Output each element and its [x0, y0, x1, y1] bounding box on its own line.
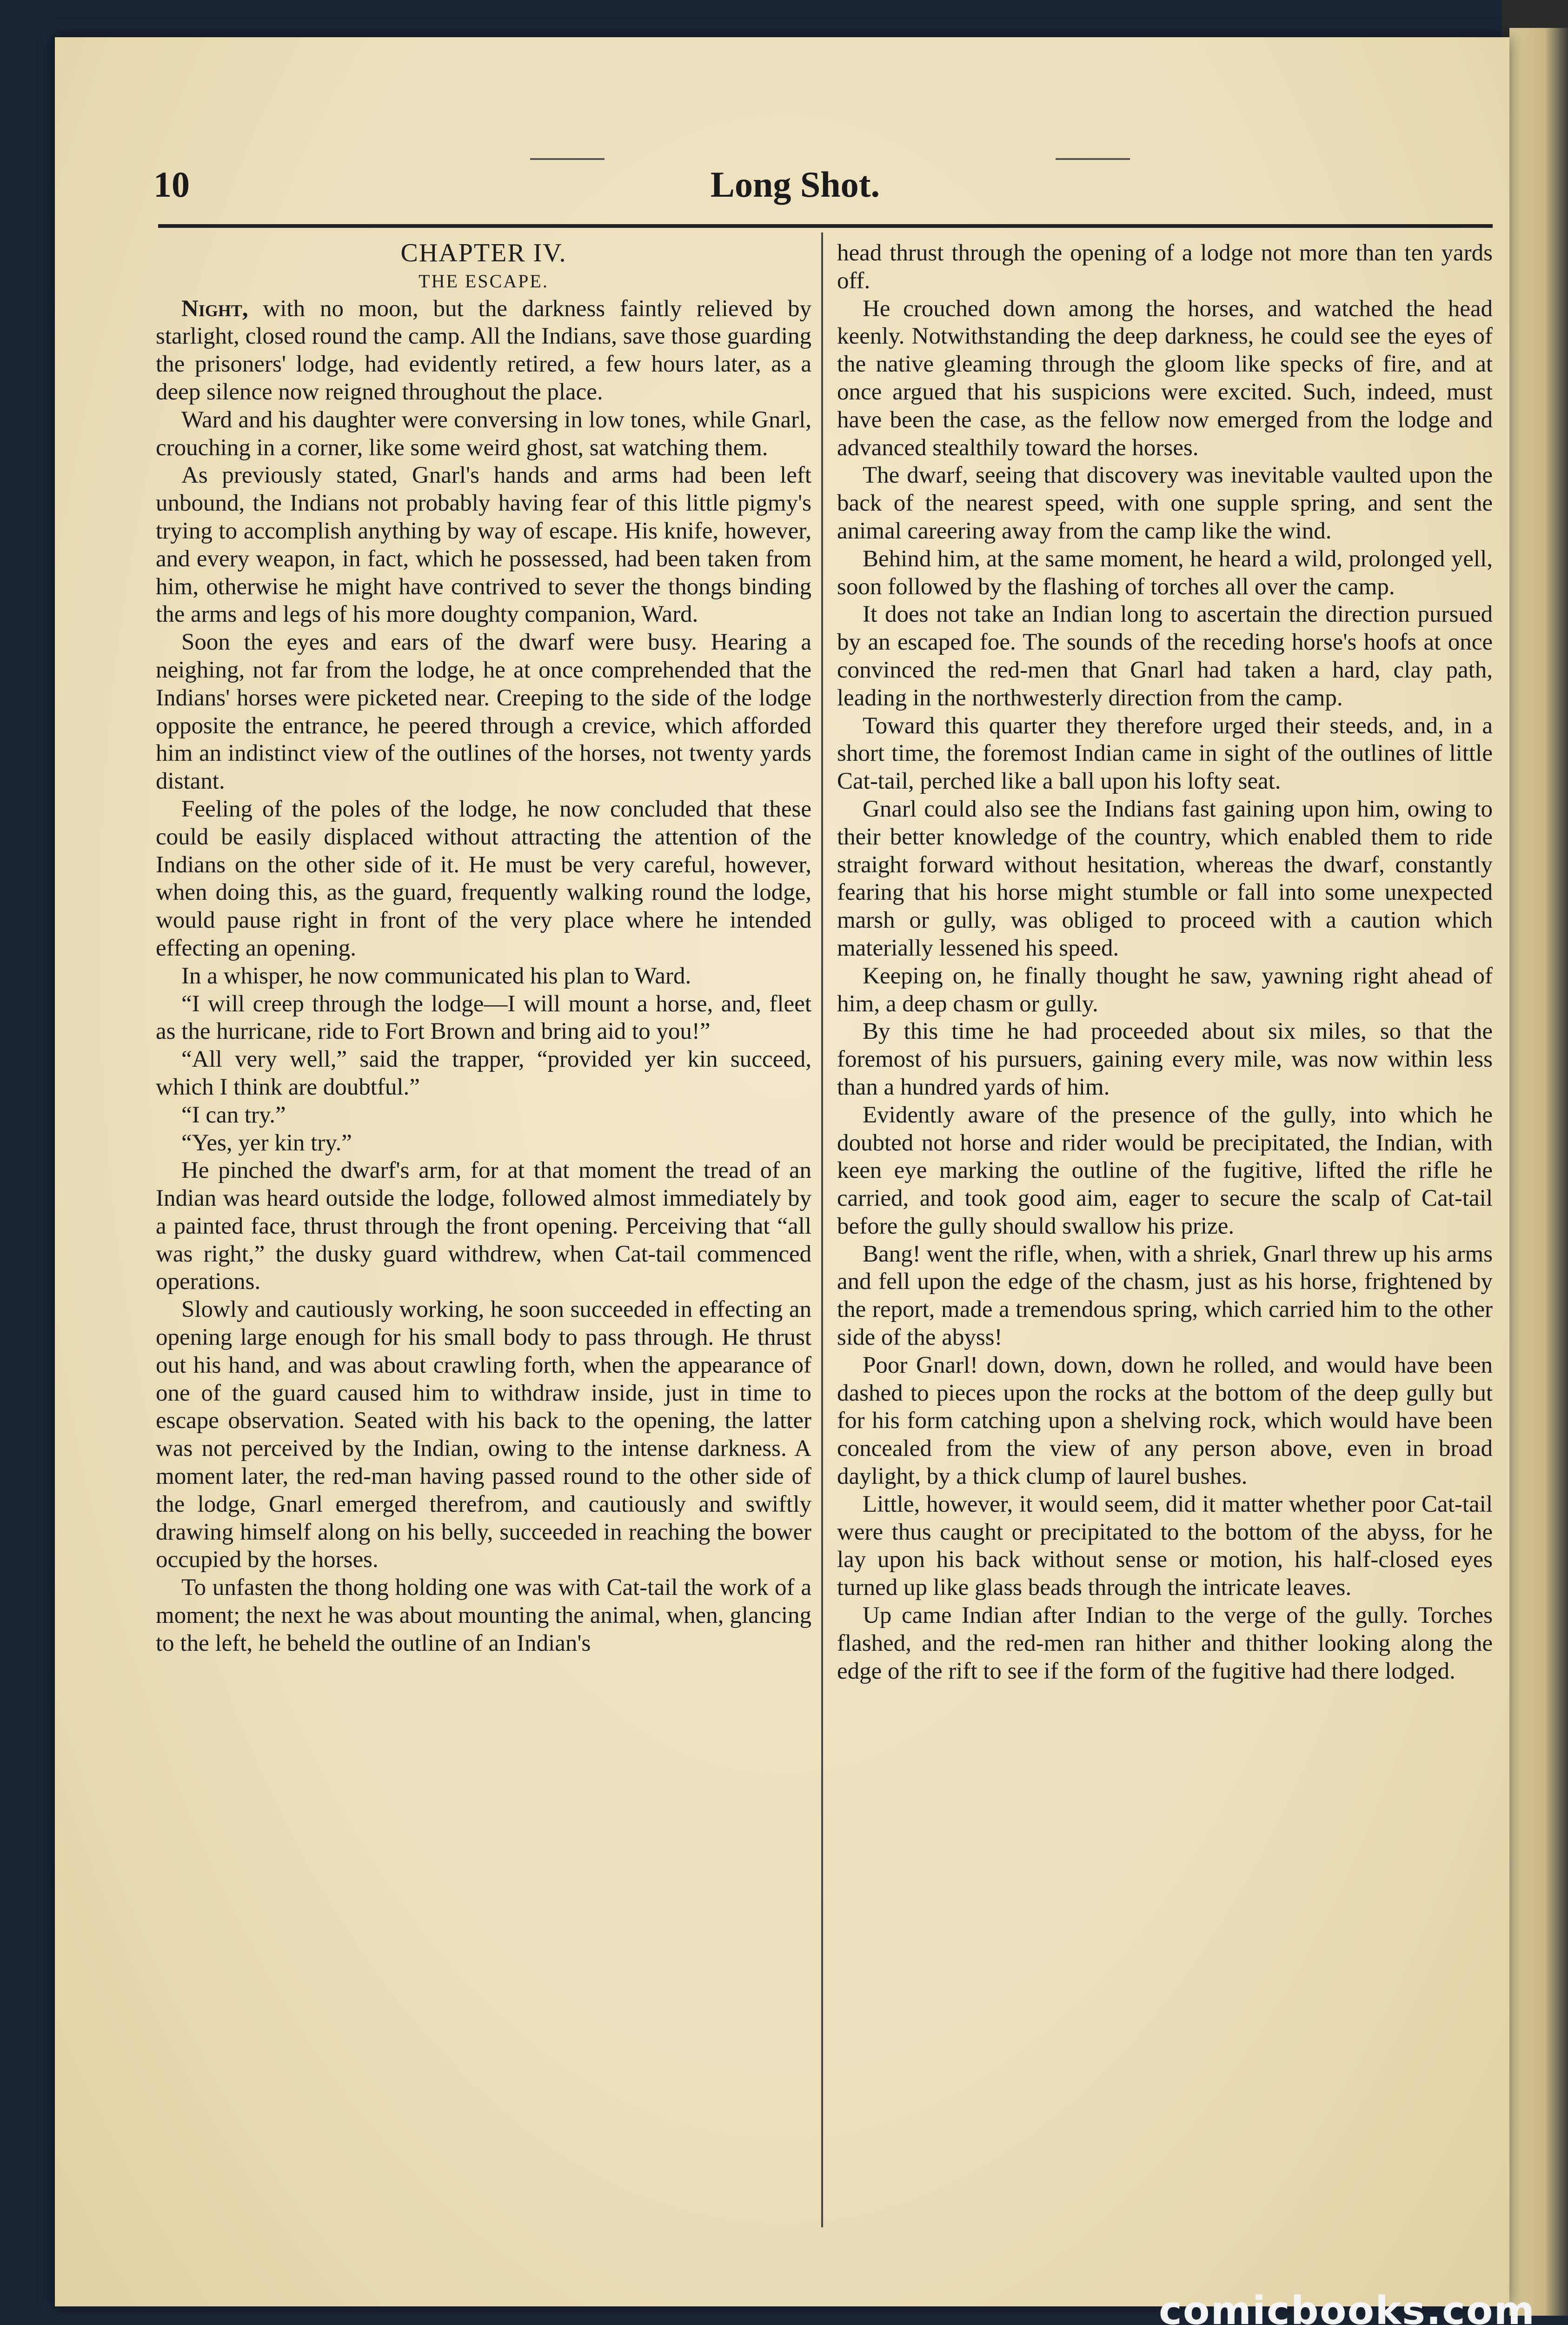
paragraph: In a whisper, he now communicated his plan to Ward.	[181, 963, 691, 989]
paragraph: Up came Indian after Indian to the verge of the gully. Torches flashed, and the red-men ran hither and thither looking along the edge of the rift to see if the form of the fugitive had there lodged.	[837, 1602, 1493, 1684]
chapter-heading: CHAPTER IV.	[400, 239, 567, 267]
watermark-text: comicbooks.com	[1159, 2288, 1535, 2325]
paragraph: Soon the eyes and ears of the dwarf were busy. Hearing a neighing, not far from the lodge, he at once comprehended that the Indians' horses were picketed near. Creeping to the side of the lodge opposite the entrance, he peered through a crevice, which afforded him an indistinct view of the outlines of the horses, not twenty yards distant.	[156, 629, 811, 795]
paragraph: Poor Gnarl! down, down, down he rolled, and would have been dashed to pieces upon the rocks at the bottom of the deep gully but for his form catching upon a shelving rock, which would have been concealed from the view of any person above, even in broad daylight, by a thick clump of laurel bushes.	[837, 1352, 1493, 1490]
column-divider	[821, 232, 823, 2227]
paragraph: Keeping on, he finally thought he saw, yawning right ahead of him, a deep chasm or gully.	[837, 963, 1493, 1017]
paragraph: Evidently aware of the presence of the gully, into which he doubted not horse and rider would be precipitated, the Indian, with keen eye marking the outline of the fugitive, lifted the rifle he carried, and took good aim, eager to secure the scalp of Cat-tail before the gully should swallow his prize.	[837, 1102, 1493, 1239]
paragraph: Toward this quarter they therefore urged their steeds, and, in a short time, the foremost Indian came in sight of the outlines of little Cat-tail, perched like a ball upon his lofty seat.	[837, 712, 1493, 795]
paragraph: Behind him, at the same moment, he heard a wild, prolonged yell, soon followed by the flashing of torches all over the camp.	[837, 545, 1493, 600]
header-rule	[158, 224, 1493, 228]
running-title: Long Shot.	[710, 164, 880, 205]
page-number: 10	[153, 164, 190, 205]
paragraph: He pinched the dwarf's arm, for at that moment the tread of an Indian was heard outside the lodge, followed almost immediately by a painted face, thrust through the front opening. Perceiving that “all was right,” the dusky guard withdrew, when Cat-tail commenced operations.	[156, 1157, 811, 1295]
paragraph: Bang! went the rifle, when, with a shriek, Gnarl threw up his arms and fell upon the edge of the chasm, just as his horse, frightened by the report, made a tremendous spring, which carried him to the other side of the abyss!	[837, 1241, 1493, 1351]
paragraph: Slowly and cautiously working, he soon succeeded in effecting an opening large enough for his small body to pass through. He thrust out his hand, and was about crawling forth, when the appearance of one of the guard caused him to withdraw inside, just in time to escape observation. Seated with his back to the opening, the latter was not perceived by the Indian, owing to the intense darkness. A moment later, the red-man having passed round to the other side of the lodge, Gnarl emerged therefrom, and cautiously and swiftly drawing himself along on his belly, succeeded in reaching the bower occupied by the horses.	[156, 1296, 811, 1573]
paragraph: “I will creep through the lodge—I will mount a horse, and, fleet as the hurricane, ride to Fort Brown and bring aid to you!”	[156, 990, 811, 1045]
paragraph: Little, however, it would seem, did it matter whether poor Cat-tail were thus caught or precipitated to the bottom of the abyss, for he lay upon his back without sense or motion, his half-closed eyes turned up like glass beads through the intricate leaves.	[837, 1491, 1493, 1601]
paragraph: By this time he had proceeded about six miles, so that the foremost of his pursuers, gaining every mile, was now within less than a hundred yards of him.	[837, 1018, 1493, 1100]
page-header	[102, 158, 1488, 209]
paragraph: “All very well,” said the trapper, “provided yer kin succeed, which I think are doubtful.”	[156, 1046, 811, 1100]
paragraph: Feeling of the poles of the lodge, he now concluded that these could be easily displaced without attracting the attention of the Indians on the other side of it. He must be very careful, however, when doing this, as the guard, frequently walking round the lodge, would pause right in front of the very place where he intended effecting an opening.	[156, 796, 811, 961]
left-column	[156, 239, 811, 1658]
paragraph-text: with no moon, but the darkness faintly relieved by starlight, closed round the camp. All the Indians, save those guarding the prisoners' lodge, had evidently retired, a few hours later, as a deep silence now reigned throughout the place.	[156, 295, 811, 405]
paragraph: As previously stated, Gnarl's hands and arms had been left unbound, the Indians not probably having fear of this little pigmy's trying to accomplish anything by way of escape. His knife, however, and every weapon, in fact, which he possessed, had been taken from him, otherwise he might have contrived to sever the thongs binding the arms and legs of his more doughty companion, Ward.	[156, 462, 811, 628]
paragraph: “I can try.”	[181, 1102, 286, 1128]
right-column	[837, 239, 1493, 1685]
chapter-subheading: THE ESCAPE.	[419, 270, 549, 292]
paragraph: Ward and his daughter were conversing in low tones, while Gnarl, crouching in a corner, like some weird ghost, sat watching them.	[156, 406, 811, 461]
header-flourish-left	[530, 158, 605, 160]
paragraph: To unfasten the thong holding one was with Cat-tail the work of a moment; the next he was about mounting the animal, when, glancing to the left, he beheld the outline of an Indian's	[156, 1574, 811, 1656]
paragraph	[156, 295, 811, 406]
paragraph: The dwarf, seeing that discovery was inevitable vaulted upon the back of the nearest speed, with one supple spring, and sent the animal careering away from the camp like the wind.	[837, 462, 1493, 544]
paragraph: “Yes, yer kin try.”	[181, 1129, 352, 1156]
header-flourish-right	[1056, 158, 1130, 160]
lead-word: Night,	[181, 295, 248, 322]
paragraph: Gnarl could also see the Indians fast gaining upon him, owing to their better knowledge of the country, which enabled them to ride straight forward without hesitation, whereas the dwarf, constantly fearing that his horse might stumble or fall into some unexpected marsh or gully, was obliged to proceed with a caution which materially lessened his speed.	[837, 796, 1493, 961]
scan-edge-right	[1509, 28, 1568, 2316]
paragraph: It does not take an Indian long to ascertain the direction pursued by an escaped foe. The sounds of the receding horse's hoofs at once convinced the red-men that Gnarl had taken a hard, clay path, leading in the northwesterly direction from the camp.	[837, 601, 1493, 711]
paragraph: head thrust through the opening of a lodge not more than ten yards off.	[837, 240, 1493, 294]
paragraph: He crouched down among the horses, and watched the head keenly. Notwithstanding the deep darkness, he could see the eyes of the native gleaming through the gloom like specks of fire, and at once argued that his suspicions were excited. Such, indeed, must have been the case, as the fellow now emerged from the lodge and advanced stealthily toward the horses.	[837, 295, 1493, 461]
